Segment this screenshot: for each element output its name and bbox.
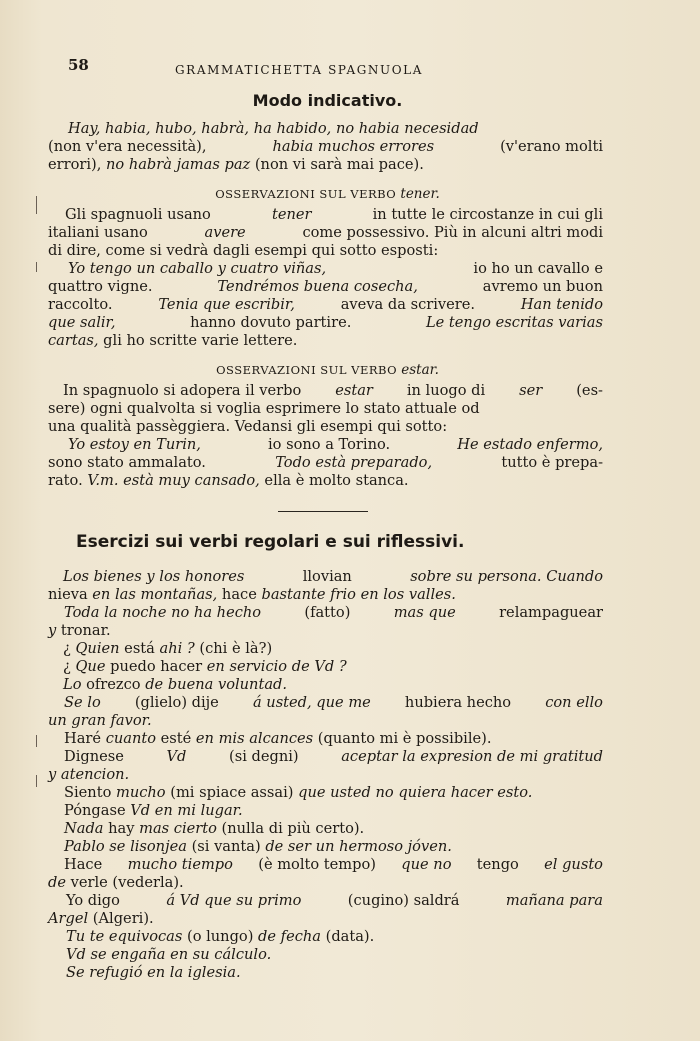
exercise-title: Esercizi sui verbi regolari e sui riflessivi.: [76, 532, 465, 552]
text-run: Dignese: [64, 748, 124, 765]
text-line: [48, 224, 603, 241]
text-run: esté: [156, 730, 196, 747]
estar-heading-prefix: OSSERVAZIONI SUL VERBO: [216, 363, 402, 377]
text-run: Nada: [64, 820, 104, 837]
text-run: mucho: [116, 784, 166, 801]
text-line: [48, 418, 447, 435]
text-run: gli ho scritte varie lettere.: [98, 332, 298, 349]
text-run: una qualità passèggiera. Vedansi gli esempi qui sotto:: [48, 418, 448, 435]
text-line: [64, 838, 452, 855]
tener-heading: [0, 186, 655, 202]
text-run: ahi ?: [159, 640, 195, 657]
text-line: [48, 712, 152, 729]
text-run: Vd se engaña en su cálculo.: [66, 946, 272, 963]
text-run: cuanto: [105, 730, 157, 747]
text-line: [48, 586, 456, 603]
text-run: Gli spagnuoli usano: [65, 206, 211, 223]
text-run: tronar.: [56, 622, 111, 639]
text-line: [64, 820, 364, 837]
text-line: [64, 604, 603, 621]
text-run: (non vi sarà mai pace).: [250, 156, 424, 173]
text-run: Los bienes y los honores: [63, 568, 245, 585]
text-line: [68, 436, 603, 453]
text-run: Vd en mi lugar.: [130, 802, 243, 819]
text-line: [48, 314, 603, 331]
text-run: io sono a Torino.: [268, 436, 391, 453]
text-run: en servicio de Vd ?: [206, 658, 347, 675]
text-run: avere: [204, 224, 246, 241]
text-run: (cugino) saldrá: [347, 892, 460, 909]
scan-mark: [36, 775, 37, 787]
text-run: Que: [75, 658, 106, 675]
text-line: [48, 138, 603, 155]
text-run: rato.: [48, 472, 88, 489]
text-run: Pablo se lisonjea: [64, 838, 187, 855]
text-run: llovian: [302, 568, 352, 585]
text-line: [63, 568, 603, 585]
text-run: con ello: [545, 694, 603, 711]
text-run: sere) ogni qualvolta si voglia esprimere lo stato attuale od: [48, 400, 480, 417]
text-run: puedo hacer: [105, 658, 207, 675]
text-run: Le tengo escritas varias: [425, 314, 603, 331]
text-run: hanno dovuto partire.: [190, 314, 352, 331]
text-run: errori),: [48, 156, 106, 173]
estar-heading-verb: estar.: [401, 362, 439, 378]
text-run: Se lo: [64, 694, 101, 711]
tener-heading-verb: tener.: [400, 186, 440, 202]
text-run: Hay, habia, hubo, habrà, ha habido, no habia necesidad: [68, 120, 479, 137]
text-line: [66, 892, 603, 909]
text-run: está: [119, 640, 160, 657]
text-line: [48, 454, 603, 471]
text-line: [68, 260, 603, 277]
text-run: de: [48, 874, 66, 891]
text-run: cartas,: [48, 332, 99, 349]
text-run: el gusto: [544, 856, 603, 873]
text-run: en las montañas,: [92, 586, 218, 603]
text-run: Yo tengo un caballo y cuatro viñas,: [68, 260, 327, 277]
page-number: 58: [68, 56, 89, 74]
text-run: un gran favor.: [48, 712, 152, 729]
text-run: de ser un hermoso jóven.: [265, 838, 452, 855]
text-run: Quien: [75, 640, 120, 657]
text-line: [63, 640, 272, 657]
text-line: [48, 910, 154, 927]
text-line: [64, 748, 603, 765]
text-line: [68, 120, 603, 137]
text-run: Yo digo: [66, 892, 120, 909]
text-line: [48, 242, 603, 259]
text-run: que no: [401, 856, 452, 873]
text-line: [63, 382, 603, 399]
text-run: Siento: [64, 784, 116, 801]
text-run: mas que: [393, 604, 456, 621]
text-run: Lo: [63, 676, 82, 693]
text-run: Haré: [64, 730, 106, 747]
text-run: de fecha: [258, 928, 321, 945]
text-run: Toda la noche no ha hecho: [64, 604, 262, 621]
text-run: (mi spiace assai): [165, 784, 299, 801]
text-run: Tendrémos buena cosecha,: [217, 278, 418, 295]
text-run: raccolto.: [48, 296, 113, 313]
text-run: (chi è là?): [194, 640, 273, 657]
text-run: (quanto mi è possibile).: [313, 730, 492, 747]
text-run: sobre su persona. Cuando: [410, 568, 603, 585]
text-line: [48, 400, 603, 417]
text-run: Yo estoy en Turin,: [68, 436, 201, 453]
text-run: hay: [103, 820, 140, 837]
text-run: bastante frio en los valles.: [261, 586, 456, 603]
text-line: [66, 964, 241, 981]
section-divider: [278, 511, 368, 512]
text-run: aceptar la expresion de mi gratitud: [341, 748, 603, 765]
text-run: tutto è prepa-: [501, 454, 603, 471]
text-run: (es-: [576, 382, 603, 399]
text-run: Se refugió en la iglesia.: [66, 964, 241, 981]
text-run: no habrà jamas paz: [106, 156, 251, 173]
text-run: nieva: [48, 586, 93, 603]
text-run: (non v'era necessità),: [48, 138, 207, 155]
text-run: estar: [335, 382, 373, 399]
text-run: io ho un cavallo e: [473, 260, 603, 277]
text-run: que usted no quiera hacer esto.: [298, 784, 533, 801]
text-run: V.m. està muy cansado,: [87, 472, 260, 489]
text-run: ¿: [63, 640, 76, 657]
text-line: [48, 296, 603, 313]
text-line: [64, 730, 491, 747]
scan-mark: [36, 196, 37, 214]
text-run: (è molto tempo): [258, 856, 376, 873]
text-run: hubiera hecho: [404, 694, 512, 711]
text-run: mañana para: [505, 892, 603, 909]
text-run: ¿: [63, 658, 76, 675]
text-run: sono stato ammalato.: [48, 454, 206, 471]
text-line: [48, 766, 129, 783]
text-run: mas cierto: [139, 820, 217, 837]
text-run: y atencion.: [48, 766, 130, 783]
text-run: ella è molto stanca.: [259, 472, 409, 489]
text-line: [48, 156, 424, 173]
section-title: Modo indicativo.: [252, 91, 403, 110]
text-line: [66, 946, 271, 963]
text-run: ser: [519, 382, 543, 399]
text-run: aveva da scrivere.: [340, 296, 476, 313]
text-run: habia muchos errores: [272, 138, 435, 155]
text-run: In spagnuolo si adopera il verbo: [63, 382, 302, 399]
text-line: [48, 332, 297, 349]
text-run: relampaguear: [499, 604, 603, 621]
text-run: Hace: [64, 856, 103, 873]
text-run: (v'erano molti: [500, 138, 603, 155]
text-run: Tenia que escribir,: [158, 296, 295, 313]
text-run: He estado enfermo,: [457, 436, 603, 453]
text-line: [66, 928, 374, 945]
tener-heading-prefix: OSSERVAZIONI SUL VERBO: [215, 187, 401, 201]
text-run: en mis alcances: [195, 730, 314, 747]
text-run: (fatto): [304, 604, 351, 621]
text-run: á Vd que su primo: [166, 892, 302, 909]
text-run: in tutte le circostanze in cui gli: [372, 206, 603, 223]
text-line: [63, 658, 347, 675]
text-line: [64, 784, 532, 801]
text-line: [48, 472, 409, 489]
text-run: y: [48, 622, 57, 639]
text-run: (data).: [320, 928, 375, 945]
text-run: verle (vederla).: [65, 874, 184, 891]
text-line: [65, 206, 603, 223]
text-run: tengo: [476, 856, 519, 873]
estar-heading: [0, 362, 655, 378]
text-run: Póngase: [64, 802, 131, 819]
text-run: (nulla di più certo).: [216, 820, 365, 837]
text-run: di dire, come si vedrà dagli esempi qui sotto esposti:: [48, 242, 439, 259]
text-run: ofrezco: [81, 676, 146, 693]
text-run: hace: [217, 586, 262, 603]
text-line: [64, 856, 603, 873]
text-run: (Algeri).: [88, 910, 154, 927]
text-run: mucho tiempo: [127, 856, 233, 873]
text-run: á usted, que me: [252, 694, 371, 711]
text-run: Vd: [166, 748, 187, 765]
text-run: Han tenido: [520, 296, 603, 313]
text-line: [63, 676, 287, 693]
text-run: Tu te equivocas: [66, 928, 183, 945]
text-run: (glielo) dije: [134, 694, 219, 711]
text-line: [64, 802, 243, 819]
text-line: [48, 874, 184, 891]
text-run: (si degni): [229, 748, 299, 765]
text-run: in luogo di: [406, 382, 486, 399]
text-line: [48, 278, 603, 295]
scan-mark: [36, 735, 37, 747]
text-run: come possessivo. Più in alcuni altri modi: [302, 224, 603, 241]
text-run: Argel: [48, 910, 89, 927]
text-run: avremo un buon: [482, 278, 603, 295]
text-run: quattro vigne.: [48, 278, 153, 295]
text-run: que salir,: [48, 314, 116, 331]
text-run: (si vanta): [186, 838, 266, 855]
text-run: Todo està preparado,: [275, 454, 433, 471]
text-line: [48, 622, 111, 639]
scan-mark: [36, 262, 37, 272]
text-run: tener: [271, 206, 312, 223]
running-head: GRAMMATICHETTA SPAGNUOLA: [175, 63, 424, 77]
text-run: italiani usano: [48, 224, 148, 241]
text-line: [64, 694, 603, 711]
text-run: de buena voluntad.: [145, 676, 287, 693]
text-run: (o lungo): [182, 928, 259, 945]
